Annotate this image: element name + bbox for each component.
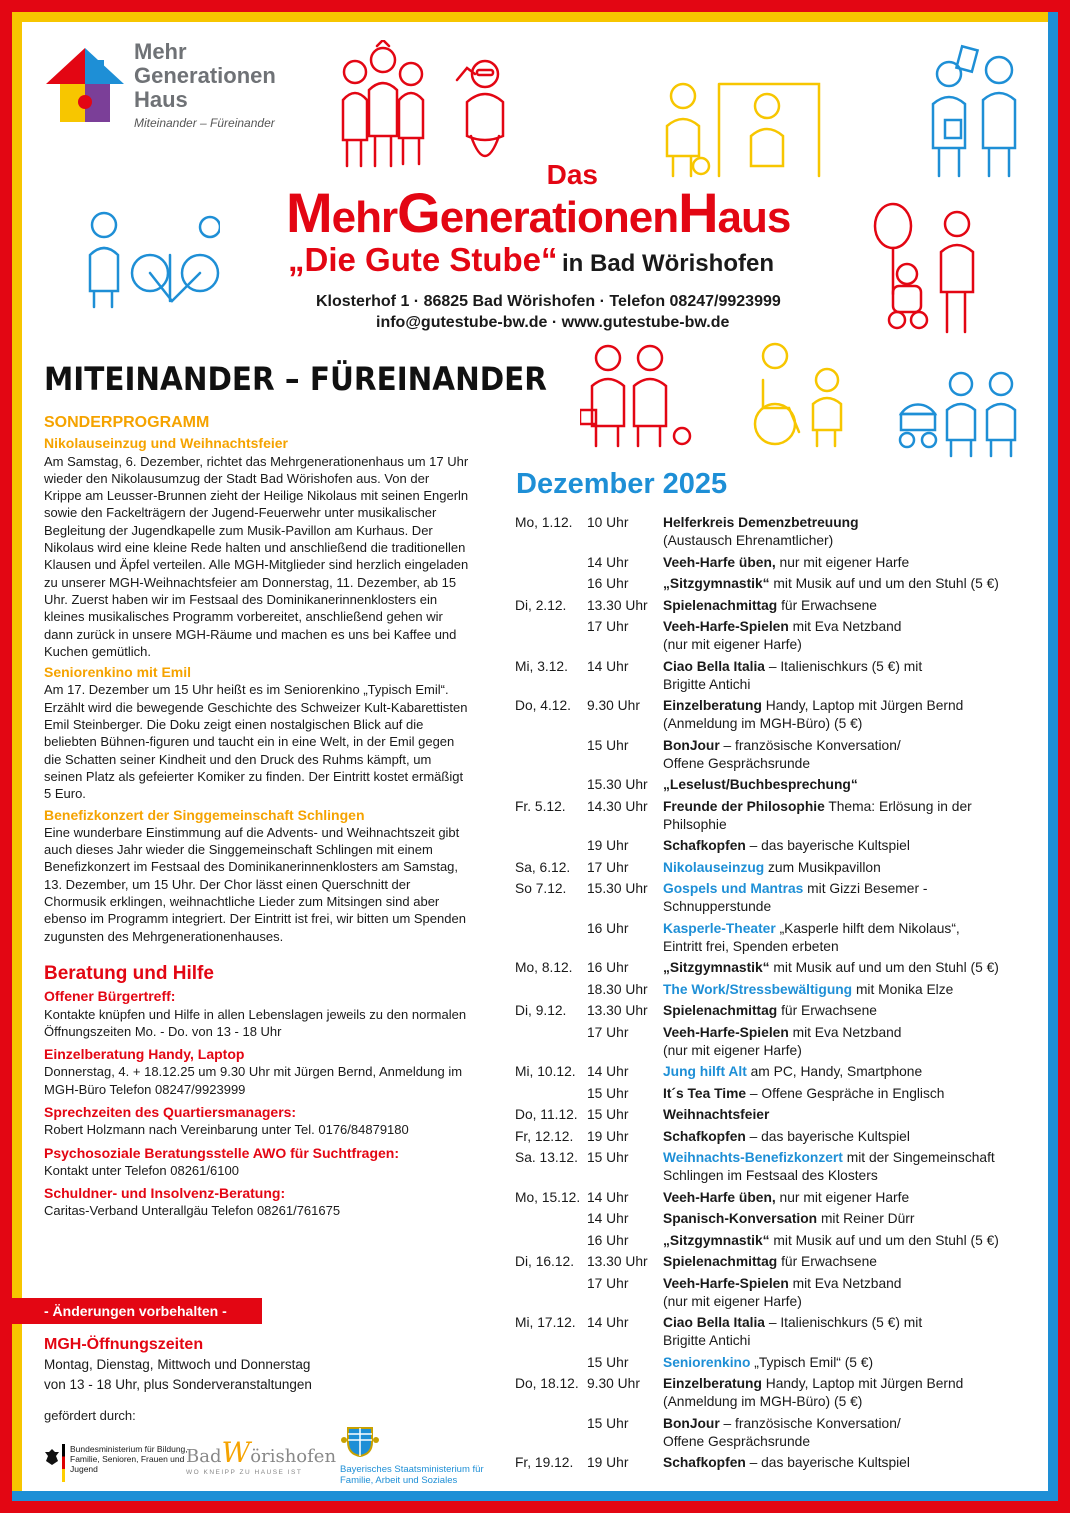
frame-stripe-blue-right (1048, 12, 1058, 1501)
event-details-line2: (Anmeldung im MGH-Büro) (5 €) (663, 1394, 863, 1409)
event-time: 9.30 Uhr (587, 1376, 640, 1391)
event-time: 17 Uhr (587, 619, 629, 634)
event-details: – das bayerische Kultspiel (745, 1128, 910, 1144)
event-time: 15.30 Uhr (587, 881, 648, 896)
schedule-row (515, 1189, 1045, 1207)
event-date (515, 1085, 587, 1103)
left-column (44, 414, 470, 1220)
bavaria-ministry-text: Bayerisches Staatsministerium für Familie, Arbeit und Soziales (340, 1464, 484, 1486)
logo-text (134, 40, 276, 130)
event-details: Handy, Laptop mit Jürgen Bernd (761, 698, 964, 713)
beratung-text-5: Caritas-Verband Unterallgäu Telefon 08261/761675 (44, 1203, 341, 1219)
event-time: 14 Uhr (587, 1064, 629, 1079)
frame-stripe-blue-bottom (12, 1491, 1058, 1501)
event-title: „Sitzgymnastik“ (663, 576, 770, 591)
schedule-row (515, 1415, 1045, 1451)
event-title-highlight: Kasperle-Theater (663, 920, 776, 936)
sonder-text-3: Eine wunderbare Einstimmung auf die Advents- und Weihnachtszeit gibt auch dieses Jahr wieder die Singgemeinschaft Schlingen mit einem Benefizkonzert im Festsaal des Dominikanerinnenklosters am Samstag, 13. Dezember, um 15 Uhr. Der Chor lässt einen Querschnitt der Chormusik erklingen, weihnachtliche Lieder zum Mitsingen sind aber ebenso im Programm integriert. Der Eintritt ist frei, wir bitten um Spenden zugunsten des Mehrgenerationenhauses. (44, 824, 466, 944)
sonder-heading-2: Seniorenkino mit Emil (44, 664, 192, 681)
event-time: 17 Uhr (587, 1275, 629, 1291)
mgh-logo (40, 40, 300, 140)
event-time: 16 Uhr (587, 920, 629, 936)
event-details: nur mit eigener Harfe (775, 1189, 910, 1205)
event-date: Do, 18.12. (515, 1376, 579, 1391)
schedule-row (515, 1002, 1045, 1020)
event-time: 13.30 Uhr (587, 1003, 648, 1018)
event-date: So 7.12. (515, 881, 567, 896)
event-description (663, 920, 1045, 956)
schedule-row (515, 1024, 1045, 1060)
schedule-row (515, 959, 1045, 977)
schedule-row (515, 1253, 1045, 1271)
bad-rest: örishofen (250, 1446, 337, 1467)
title-part-enerationen: enerationen (439, 193, 679, 242)
event-title: Veeh-Harfe-Spielen (663, 1024, 789, 1040)
event-title: Einzelberatung (663, 1376, 762, 1391)
event-date (515, 737, 587, 773)
event-date: Do, 11.12. (515, 1107, 578, 1122)
schedule-row (515, 554, 1045, 572)
event-title: Schafkopfen (663, 1455, 746, 1470)
event-details: für Erwachsene (777, 1254, 877, 1269)
beratung-text-1: Kontakte knüpfen und Hilfe in allen Lebenslagen jeweils zu den normalen Öffnungszeiten Mo. - Do. von 13 - 18 Uhr (44, 1006, 467, 1039)
frame-stripe-yellow-top (12, 12, 1058, 22)
event-details: – das bayerische Kultspiel (745, 1455, 910, 1470)
logo-line-1: Mehr (134, 39, 187, 64)
event-details: am PC, Handy, Smartphone (746, 1064, 923, 1079)
schedule-row (515, 575, 1045, 593)
event-description (663, 1454, 1045, 1472)
event-date (515, 1210, 587, 1228)
title-part-ehr: ehr (331, 193, 398, 242)
event-time: 15 Uhr (587, 1150, 629, 1165)
beratung-heading-3: Sprechzeiten des Quartiersmanagers: (44, 1103, 297, 1120)
sonder-heading-1: Nikolauseinzug und Weihnachtsfeier (44, 435, 289, 452)
event-date (515, 1275, 587, 1311)
event-details-line2: Eintritt frei, Spenden erbeten (663, 938, 839, 954)
event-date: Mi, 10.12. (515, 1064, 576, 1079)
german-flag-icon (62, 1444, 65, 1482)
header-das: Das (546, 159, 598, 190)
event-description (663, 618, 1045, 654)
event-time: 17 Uhr (587, 1024, 629, 1040)
event-date: Do, 4.12. (515, 698, 571, 713)
event-title-highlight: The Work/Stressbewältigung (663, 981, 853, 997)
event-time: 15 Uhr (587, 1354, 629, 1370)
event-time: 16 Uhr (587, 576, 629, 591)
event-title: Veeh-Harfe üben, (663, 1189, 776, 1205)
event-date: Di, 16.12. (515, 1254, 575, 1269)
logo-tagline: Miteinander – Füreinander (134, 116, 275, 130)
event-time: 14 Uhr (587, 1211, 629, 1226)
event-description (663, 737, 1045, 773)
sponsor-bad-woerishofen (186, 1436, 336, 1476)
event-details: mit Musik auf und um den Stuhl (5 €) (769, 1232, 999, 1248)
event-title: Ciao Bella Italia (663, 1315, 765, 1330)
event-title: Spanisch-Konversation (663, 1211, 818, 1226)
event-description (663, 1106, 1045, 1124)
schedule-row (515, 1314, 1045, 1350)
sonder-text-1: Am Samstag, 6. Dezember, richtet das Mehrgenerationenhaus um 17 Uhr wieder den Nikolausumzug der Stadt Bad Wörishofen aus. Von der Krippe am Leusser-Brunnen zieht der Heilige Nikolaus mit seinen Engerln sowie den Fackelträgern der Jugend-Feuerwehr unter musikalischer Begleitung der Jugendkapelle zum Musik-Pavillon am Kurhaus. Der Nikolaus wird eine kleine Rede halten und anschließend die traditionellen Klausen und Äpfel verteilen. Alle MGH-Mitglieder sind herzlich eingeladen zu unserer MGH-Weihnachtsfeier am Donnerstag, 11. Dezember, ab 15 Uhr. Zuerst haben wir im Festsaal des Dominikanerinnenklosters ein kleines musikalisches Programm vorbereitet, anschließend gehen wir dann zurück in unsere MGH-Räume und machen es uns bei Kaffee und Kuchen gemütlich. (44, 453, 469, 659)
event-details: – das bayerische Kultspiel (745, 838, 910, 853)
event-time: 9.30 Uhr (587, 698, 640, 713)
event-description (663, 1375, 1045, 1411)
event-details: „Typisch Emil“ (5 €) (750, 1354, 874, 1370)
event-description (663, 1063, 1045, 1081)
event-description (663, 776, 1045, 794)
event-description (663, 798, 1045, 834)
opening-hours (44, 1335, 464, 1395)
event-description (663, 1128, 1045, 1146)
event-time: 15.30 Uhr (587, 777, 648, 792)
event-title-highlight: Seniorenkino (663, 1354, 751, 1370)
event-details-line2: Offene Gesprächsrunde (663, 755, 811, 771)
event-time: 17 Uhr (587, 859, 629, 875)
event-date (515, 776, 587, 794)
schedule-row (515, 798, 1045, 834)
event-date: Sa. 13.12. (515, 1150, 578, 1165)
schedule-row (515, 1375, 1045, 1411)
opening-title: MGH-Öffnungszeiten (44, 1336, 204, 1353)
schedule-list (515, 514, 1045, 1476)
event-title: Schafkopfen (663, 1128, 746, 1144)
event-description (663, 1415, 1045, 1451)
event-details: nur mit eigener Harfe (775, 554, 910, 570)
event-details-line2: (nur mit eigener Harfe) (663, 637, 802, 652)
family-group-illustration (325, 40, 525, 170)
schedule-row (515, 737, 1045, 773)
event-details-line2: Schnupperstunde (663, 899, 772, 914)
logo-line-3: Haus (134, 87, 188, 112)
grandparents-pram-illustration (895, 370, 1035, 460)
event-time: 14 Uhr (587, 1315, 629, 1330)
beratung-title: Beratung und Hilfe (44, 962, 214, 984)
event-details: „Kasperle hilft dem Nikolaus“, (775, 920, 960, 936)
event-description (663, 859, 1045, 877)
schedule-row (515, 597, 1045, 615)
event-details-line2: Schlingen im Festsaal des Klosters (663, 1168, 878, 1183)
title-letter-m: M (286, 181, 332, 244)
frame-stripe-yellow-left (12, 12, 22, 1501)
schedule-row (515, 1149, 1045, 1185)
event-title: Helferkreis Demenzbetreuung (663, 515, 859, 530)
event-date: Mi, 17.12. (515, 1315, 576, 1330)
event-details: für Erwachsene (777, 1003, 877, 1018)
event-details: mit Gizzi Besemer - (803, 881, 928, 896)
event-time: 10 Uhr (587, 515, 629, 530)
event-details-line2: Brigitte Antichi (663, 676, 751, 692)
sponsor-bavaria (340, 1430, 500, 1486)
event-time: 14 Uhr (587, 658, 629, 674)
header-gute-stube: „Die Gute Stube“ (288, 241, 558, 278)
event-details: – Italienischkurs (5 €) mit (764, 1315, 923, 1330)
house-puzzle-icon (40, 44, 130, 134)
bavarian-coat-of-arms-icon (340, 1424, 380, 1458)
event-details: – Offene Gespräche in Englisch (746, 1085, 945, 1101)
bad-woerishofen-logo (186, 1436, 336, 1469)
event-details: Thema: Erlösung in der (824, 798, 972, 814)
schedule-row (515, 618, 1045, 654)
event-details: mit der Singemeinschaft (842, 1150, 995, 1165)
event-details-line2: (nur mit eigener Harfe) (663, 1293, 802, 1309)
sponsors-label: gefördert durch: (44, 1408, 136, 1423)
wheelchair-illustration (745, 340, 855, 450)
balloon-stroller-illustration (865, 200, 995, 340)
event-title: Weihnachtsfeier (663, 1107, 770, 1122)
event-description (663, 697, 1045, 733)
event-description (663, 1002, 1045, 1020)
event-date (515, 1354, 587, 1372)
schedule-row (515, 859, 1045, 877)
sonder-title: SONDERPROGRAMM (44, 414, 210, 431)
event-time: 13.30 Uhr (587, 597, 648, 613)
bad-woerishofen-slogan: WO KNEIPP ZU HAUSE IST (186, 1469, 303, 1476)
event-description (663, 1024, 1045, 1060)
schedule-row (515, 1085, 1045, 1103)
event-title: Veeh-Harfe üben, (663, 554, 776, 570)
sonder-heading-3: Benefizkonzert der Singgemeinschaft Schlingen (44, 806, 365, 823)
schedule-row (515, 981, 1045, 999)
contact-line: info@gutestube-bw.de · www.gutestube-bw.de (376, 314, 730, 331)
title-part-aus: aus (717, 193, 791, 242)
logo-line-2: Generationen (134, 63, 276, 88)
event-details-line2: (Austausch Ehrenamtlicher) (663, 533, 834, 548)
event-details: zum Musikpavillon (764, 859, 881, 875)
event-title: Spielenachmittag (663, 1254, 778, 1269)
women-illustration (925, 40, 1040, 180)
event-details: mit Monika Elze (852, 981, 954, 997)
event-title: Einzelberatung (663, 698, 762, 713)
motto-heading: MITEINANDER – FÜREINANDER (44, 360, 547, 398)
schedule-row (515, 514, 1045, 550)
event-time: 15 Uhr (587, 1085, 629, 1101)
beratung-text-4: Kontakt unter Telefon 08261/6100 (44, 1162, 239, 1178)
event-date: Mo, 15.12. (515, 1189, 581, 1205)
event-date: Mi, 3.12. (515, 658, 568, 674)
event-details: mit Reiner Dürr (817, 1211, 915, 1226)
changes-reserved-banner: - Änderungen vorbehalten - (12, 1298, 262, 1324)
event-description (663, 514, 1045, 550)
bad-w-letter: W (221, 1436, 251, 1469)
event-time: 14 Uhr (587, 554, 629, 570)
event-date (515, 1024, 587, 1060)
bmfsfj-text: Bundesministerium für Bildung, Familie, Senioren, Frauen und Jugend (70, 1444, 188, 1474)
event-description (663, 1085, 1045, 1103)
event-title-highlight: Weihnachts-Benefizkonzert (663, 1150, 843, 1165)
event-details-line2: Philsophie (663, 816, 727, 832)
title-letter-h: H (678, 181, 718, 244)
schedule-row (515, 697, 1045, 733)
event-title-highlight: Nikolauseinzug (663, 859, 765, 875)
header-subtitle (288, 241, 846, 279)
schedule-row (515, 920, 1045, 956)
opening-line-2: von 13 - 18 Uhr, plus Sonderveranstaltungen (44, 1377, 312, 1392)
event-time: 14.30 Uhr (587, 798, 648, 814)
eagle-icon (44, 1448, 60, 1466)
event-date (515, 837, 587, 855)
event-date (515, 575, 587, 593)
event-title: Veeh-Harfe-Spielen (663, 1275, 789, 1291)
event-title-highlight: Jung hilft Alt (663, 1064, 747, 1079)
event-time: 19 Uhr (587, 1128, 629, 1144)
event-date: Sa, 6.12. (515, 859, 571, 875)
event-title: It´s Tea Time (663, 1085, 747, 1101)
event-description (663, 1354, 1045, 1372)
event-date: Mo, 8.12. (515, 960, 573, 975)
sponsors (44, 1408, 504, 1486)
event-time: 16 Uhr (587, 960, 629, 975)
sonder-text-2: Am 17. Dezember um 15 Uhr heißt es im Seniorenkino „Typisch Emil“. Erzählt wird die bewegende Geschichte des Schweizer Kult-Kabarettisten Emil Steinberger. Die Doku zeigt einen nostalgischen Blick auf die beliebten Bühnen-figuren und taucht ein in eine Welt, in der Emil gegen die Schatten seiner Kindheit und den Druck des Ruhms kämpft, um seinen Platz als gefeierter Komiker zu finden. Der Eintritt kostet ermäßigt 5 Euro. (44, 682, 468, 802)
schedule-title: Dezember 2025 (516, 468, 728, 500)
event-description (663, 880, 1045, 916)
event-description (663, 575, 1045, 593)
event-title: Freunde der Philosophie (663, 798, 825, 814)
event-details: – Italienischkurs (5 €) mit (764, 658, 923, 674)
event-time: 19 Uhr (587, 1455, 629, 1470)
event-date (515, 1415, 587, 1451)
event-date: Di, 9.12. (515, 1003, 567, 1018)
beratung-heading-5: Schuldner- und Insolvenz-Beratung: (44, 1185, 286, 1202)
event-description (663, 658, 1045, 694)
event-title: „Leselust/Buchbesprechung“ (663, 777, 858, 792)
event-date: Fr, 19.12. (515, 1455, 574, 1470)
event-description (663, 981, 1045, 999)
beratung-heading-1: Offener Bürgertreff: (44, 988, 176, 1005)
event-description (663, 1210, 1045, 1228)
event-details: mit Musik auf und um den Stuhl (5 €) (769, 576, 999, 591)
event-date (515, 554, 587, 572)
header (286, 160, 846, 333)
event-details: – französische Konversation/ (719, 1415, 901, 1431)
schedule-row (515, 1454, 1045, 1472)
event-description (663, 554, 1045, 572)
beratung-text-3: Robert Holzmann nach Vereinbarung unter Tel. 0176/84879180 (44, 1122, 409, 1138)
schedule-row (515, 776, 1045, 794)
bad-word: Bad (186, 1446, 222, 1467)
event-date: Di, 2.12. (515, 597, 567, 613)
event-description (663, 1232, 1045, 1250)
schedule-row (515, 658, 1045, 694)
event-details-line2: Brigitte Antichi (663, 1333, 751, 1348)
schedule-row (515, 1232, 1045, 1250)
header-main-title (286, 181, 846, 244)
event-date: Mo, 1.12. (515, 515, 573, 530)
event-time: 18.30 Uhr (587, 981, 648, 997)
beratung-heading-4: Psychosoziale Beratungsstelle AWO für Suchtfragen: (44, 1144, 400, 1161)
header-city: in Bad Wörishofen (561, 250, 774, 277)
event-details: mit Eva Netzband (788, 1275, 902, 1291)
event-time: 15 Uhr (587, 1107, 629, 1122)
beratung-text-2: Donnerstag, 4. + 18.12.25 um 9.30 Uhr mit Jürgen Bernd, Anmeldung im MGH-Büro Telefon 08247/9923999 (44, 1064, 463, 1097)
event-description (663, 1189, 1045, 1207)
event-date (515, 920, 587, 956)
schedule-row (515, 1210, 1045, 1228)
event-details: mit Eva Netzband (788, 1024, 902, 1040)
schedule-row (515, 1354, 1045, 1372)
event-title: Veeh-Harfe-Spielen (663, 619, 789, 634)
event-details-line2: Offene Gesprächsrunde (663, 1433, 811, 1449)
address-line: Klosterhof 1 · 86825 Bad Wörishofen · Telefon 08247/9923999 (316, 293, 781, 310)
event-title: Ciao Bella Italia (663, 658, 765, 674)
beratung-heading-2: Einzelberatung Handy, Laptop (44, 1046, 245, 1063)
schedule-row (515, 1106, 1045, 1124)
event-details: Handy, Laptop mit Jürgen Bernd (761, 1376, 964, 1391)
schedule-row (515, 1275, 1045, 1311)
event-time: 16 Uhr (587, 1232, 629, 1248)
event-description (663, 597, 1045, 615)
event-description (663, 1253, 1045, 1271)
event-date (515, 618, 587, 654)
event-title: Spielenachmittag (663, 597, 778, 613)
event-date (515, 1232, 587, 1250)
event-date: Fr, 12.12. (515, 1128, 574, 1144)
event-details-line2: (nur mit eigener Harfe) (663, 1042, 802, 1058)
event-time: 15 Uhr (587, 737, 629, 753)
event-details: für Erwachsene (777, 597, 877, 613)
title-letter-g: G (397, 181, 440, 244)
event-description (663, 837, 1045, 855)
event-time: 19 Uhr (587, 838, 629, 853)
opening-line-1: Montag, Dienstag, Mittwoch und Donnerstag (44, 1357, 311, 1372)
event-description (663, 1149, 1045, 1185)
event-time: 15 Uhr (587, 1415, 629, 1431)
event-title: „Sitzgymnastik“ (663, 960, 770, 975)
schedule-row (515, 880, 1045, 916)
sponsor-logos (44, 1430, 504, 1490)
event-title: BonJour (663, 1415, 720, 1431)
schedule-row (515, 1063, 1045, 1081)
event-date (515, 981, 587, 999)
event-description (663, 1275, 1045, 1311)
event-title-highlight: Gospels und Mantras (663, 881, 804, 896)
event-date: Fr. 5.12. (515, 798, 566, 814)
event-description (663, 1314, 1045, 1350)
event-details-line2: (Anmeldung im MGH-Büro) (5 €) (663, 716, 863, 731)
event-title: „Sitzgymnastik“ (663, 1232, 770, 1248)
elderly-couple-illustration (580, 340, 700, 450)
schedule-row (515, 1128, 1045, 1146)
event-description (663, 959, 1045, 977)
bike-kids-illustration (80, 205, 220, 310)
event-time: 13.30 Uhr (587, 1254, 648, 1269)
event-details: mit Eva Netzband (788, 619, 902, 634)
event-title: Schafkopfen (663, 838, 746, 853)
event-details: mit Musik auf und um den Stuhl (5 €) (769, 960, 999, 975)
schedule-row (515, 837, 1045, 855)
event-time: 14 Uhr (587, 1189, 629, 1205)
event-title: BonJour (663, 737, 720, 753)
header-address (316, 291, 846, 333)
event-details: – französische Konversation/ (719, 737, 901, 753)
event-title: Spielenachmittag (663, 1003, 778, 1018)
